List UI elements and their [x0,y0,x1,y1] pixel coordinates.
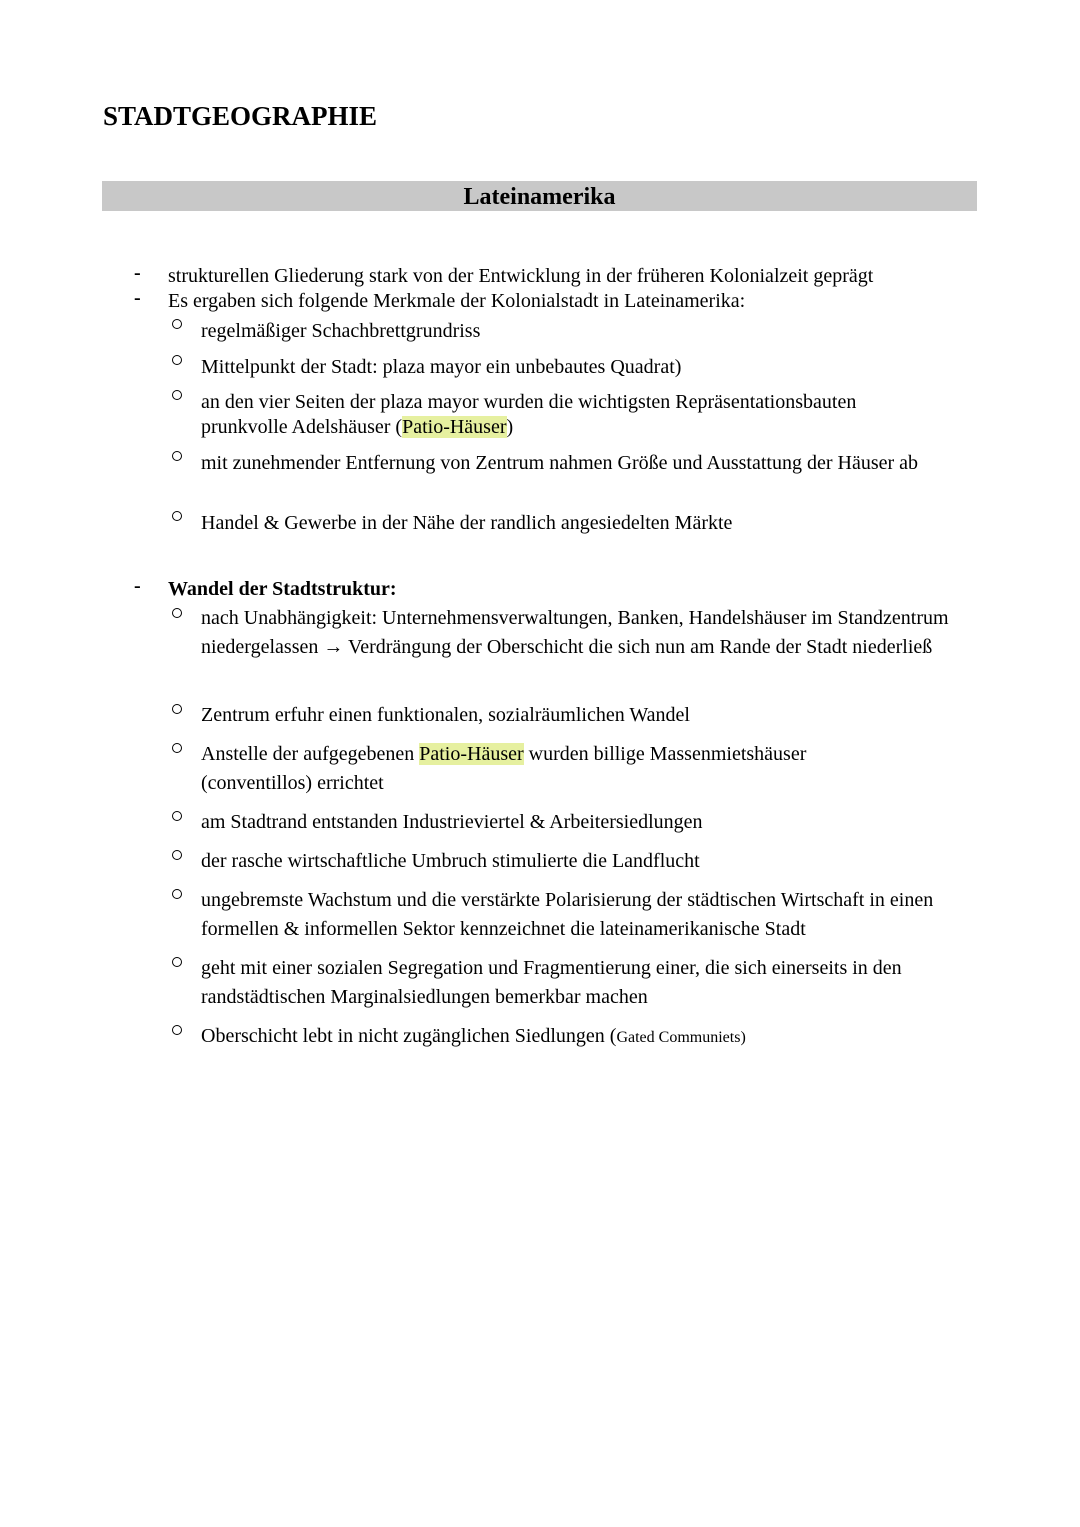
circle-bullet [172,389,182,405]
list-item: Zentrum erfuhr einen funktionalen, sozialräumlichen Wandel [201,704,690,726]
circle-bullet [172,810,182,826]
section-subheading: Wandel der Stadtstruktur: [168,578,397,600]
list-item: an den vier Seiten der plaza mayor wurden die wichtigsten Repräsentationsbauten prunkvolle Adelshäuser (Patio-Häuser) [201,391,857,438]
list-item: geht mit einer sozialen Segregation und Fragmentierung einer, die sich einerseits in den randstädtischen Marginalsiedlungen bemerkbar machen [201,957,902,1008]
section-heading: Lateinamerika [102,181,977,211]
circle-bullet [172,956,182,972]
circle-bullet [172,703,182,719]
list-item: ungebremste Wachstum und die verstärkte Polarisierung der städtischen Wirtschaft in einen formellen & informellen Sektor kennzeichnet die lateinamerikanische Stadt [201,889,934,940]
dash-bullet: - [134,575,141,597]
page-title: STADTGEOGRAPHIE [103,101,378,131]
dash-bullet: - [134,287,141,309]
circle-bullet [172,318,182,334]
list-item: Anstelle der aufgegebenen Patio-Häuser wurden billige Massenmietshäuser (conventillos) errichtet [201,743,807,794]
highlight: Patio-Häuser [419,743,524,765]
intro-line: strukturellen Gliederung stark von der Entwicklung in der früheren Kolonialzeit geprägt [168,265,874,287]
circle-bullet [172,1024,182,1040]
list-item: nach Unabhängigkeit: Unternehmensverwaltungen, Banken, Handelshäuser im Standzentrum niedergelassen → Verdrängung der Oberschicht die sich nun am Rande der Stadt niederließ [201,607,949,658]
list-item: regelmäßiger Schachbrettgrundriss [201,320,481,342]
dash-bullet: - [134,262,141,284]
intro-line: Es ergaben sich folgende Merkmale der Kolonialstadt in Lateinamerika: [168,290,746,312]
list-item: der rasche wirtschaftliche Umbruch stimulierte die Landflucht [201,850,700,872]
circle-bullet [172,510,182,526]
circle-bullet [172,849,182,865]
list-item: Oberschicht lebt in nicht zugänglichen Siedlungen (Gated Communiets) [201,1025,746,1047]
list-item: am Stadtrand entstanden Industrieviertel & Arbeitersiedlungen [201,811,703,833]
circle-bullet [172,742,182,758]
circle-bullet [172,607,182,623]
circle-bullet [172,450,182,466]
circle-bullet [172,354,182,370]
list-item: mit zunehmender Entfernung von Zentrum nahmen Größe und Ausstattung der Häuser ab [201,452,919,474]
highlight: Patio-Häuser [402,416,507,438]
list-item: Mittelpunkt der Stadt: plaza mayor ein unbebautes Quadrat) [201,356,682,378]
list-item: Handel & Gewerbe in der Nähe der randlich angesiedelten Märkte [201,512,733,534]
circle-bullet [172,888,182,904]
